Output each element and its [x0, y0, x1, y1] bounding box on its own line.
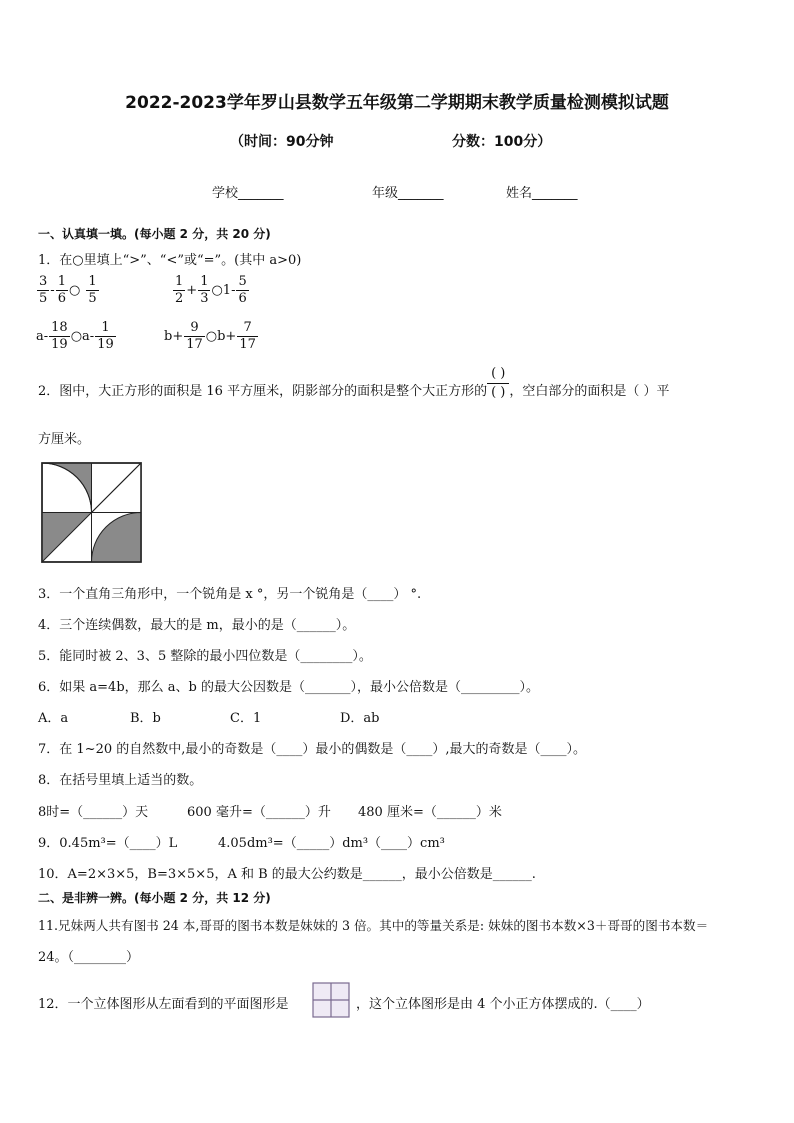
q1-expression-1: $\frac{3}{5}$ - $\frac{1}{6}$ ○ $\frac{1}{5}$ [39, 274, 97, 306]
fraction: $\frac{18}{19}$ [51, 320, 68, 352]
question-12-part-2: ，这个立体图形是由 4 个小正方体摆成的.（____） [356, 997, 650, 1012]
time-label: （时间：90分钟 [230, 134, 334, 150]
question-10: 10．A=2×3×5，B=3×5×5，A 和 B 的最大公约数是______，最小公倍数是______. [38, 867, 536, 882]
fraction: $\frac{5}{6}$ [238, 274, 247, 306]
option-b: B．b [130, 711, 161, 726]
fraction: $\frac{9}{17}$ [186, 320, 203, 352]
grade-field: 年级_______ [372, 186, 444, 201]
fraction: $\frac{7}{17}$ [239, 320, 256, 352]
view-grid-figure [312, 982, 350, 1018]
score-label: 分数：100分） [452, 134, 552, 150]
name-field: 姓名_______ [506, 186, 578, 201]
q1-expression-3: a- $\frac{18}{19}$ ○a- $\frac{1}{19}$ [36, 320, 114, 352]
question-11-cont: 24。（________） [38, 950, 140, 965]
school-field: 学校_______ [212, 186, 284, 201]
question-5: 5．能同时被 2、3、5 整除的最小四位数是（________）。 [38, 649, 372, 664]
question-9-part-1: 9．0.45m³=（____）L [38, 836, 178, 851]
question-2: 2．图中，大正方形的面积是 16 平方厘米，阴影部分的面积是整个大正方形的 ( ) ( ) ，空白部分的面积是（ ）平 [38, 366, 670, 400]
question-12-part-1: 12．一个立体图形从左面看到的平面图形是 [38, 997, 289, 1012]
answer-fraction: ( ) ( ) [487, 365, 509, 402]
option-c: C．1 [230, 711, 262, 726]
question-8: 8．在括号里填上适当的数。 [38, 773, 203, 788]
question-9-part-2: 4.05dm³=（_____）dm³（____）cm³ [218, 836, 445, 851]
square-figure [41, 462, 142, 563]
fraction: $\frac{1}{2}$ [175, 274, 184, 306]
question-1: 1．在○里填上“>”、“<”或“=”。(其中 a>0) [38, 253, 302, 268]
question-2-cont: 方厘米。 [38, 432, 91, 447]
q1-expression-4: b+ $\frac{9}{17}$ ○b+ $\frac{7}{17}$ [164, 320, 256, 352]
fraction: $\frac{1}{5}$ [88, 274, 97, 306]
q8-item-1: 8时=（______）天 [38, 805, 149, 820]
question-6: 6．如果 a=4b，那么 a、b 的最大公因数是（_______），最小公倍数是（_________）。 [38, 680, 539, 695]
section1-heading: 一、认真填一填。(每小题 2 分，共 20 分) [38, 227, 271, 241]
question-7: 7．在 1~20 的自然数中,最小的奇数是（____）最小的偶数是（____）,最大的奇数是（____）。 [38, 742, 587, 757]
q8-item-2: 600 毫升=（______）升 [187, 805, 331, 820]
fraction: $\frac{3}{5}$ [39, 274, 48, 306]
option-d: D．ab [340, 711, 380, 726]
option-a: A．a [38, 711, 69, 726]
q8-item-3: 480 厘米=（______）米 [358, 805, 502, 820]
question-11: 11.兄妹两人共有图书 24 本,哥哥的图书本数是妹妹的 3 倍。其中的等量关系是: 妹妹的图书本数×3＋哥哥的图书本数＝ [38, 918, 709, 933]
question-3: 3．一个直角三角形中，一个锐角是 x °，另一个锐角是（____） °. [38, 587, 422, 602]
question-4: 4．三个连续偶数，最大的是 m，最小的是（______）。 [38, 618, 356, 633]
section2-heading: 二、是非辨一辨。(每小题 2 分，共 12 分) [38, 891, 271, 905]
fraction: $\frac{1}{3}$ [200, 274, 209, 306]
fraction: $\frac{1}{19}$ [97, 320, 114, 352]
page-title: 2022-2023学年罗山县数学五年级第二学期期末教学质量检测模拟试题 [125, 93, 669, 113]
fraction: $\frac{1}{6}$ [57, 274, 66, 306]
q1-expression-2: $\frac{1}{2}$ + $\frac{1}{3}$ ○1- $\frac{5}{6}$ [175, 274, 247, 306]
